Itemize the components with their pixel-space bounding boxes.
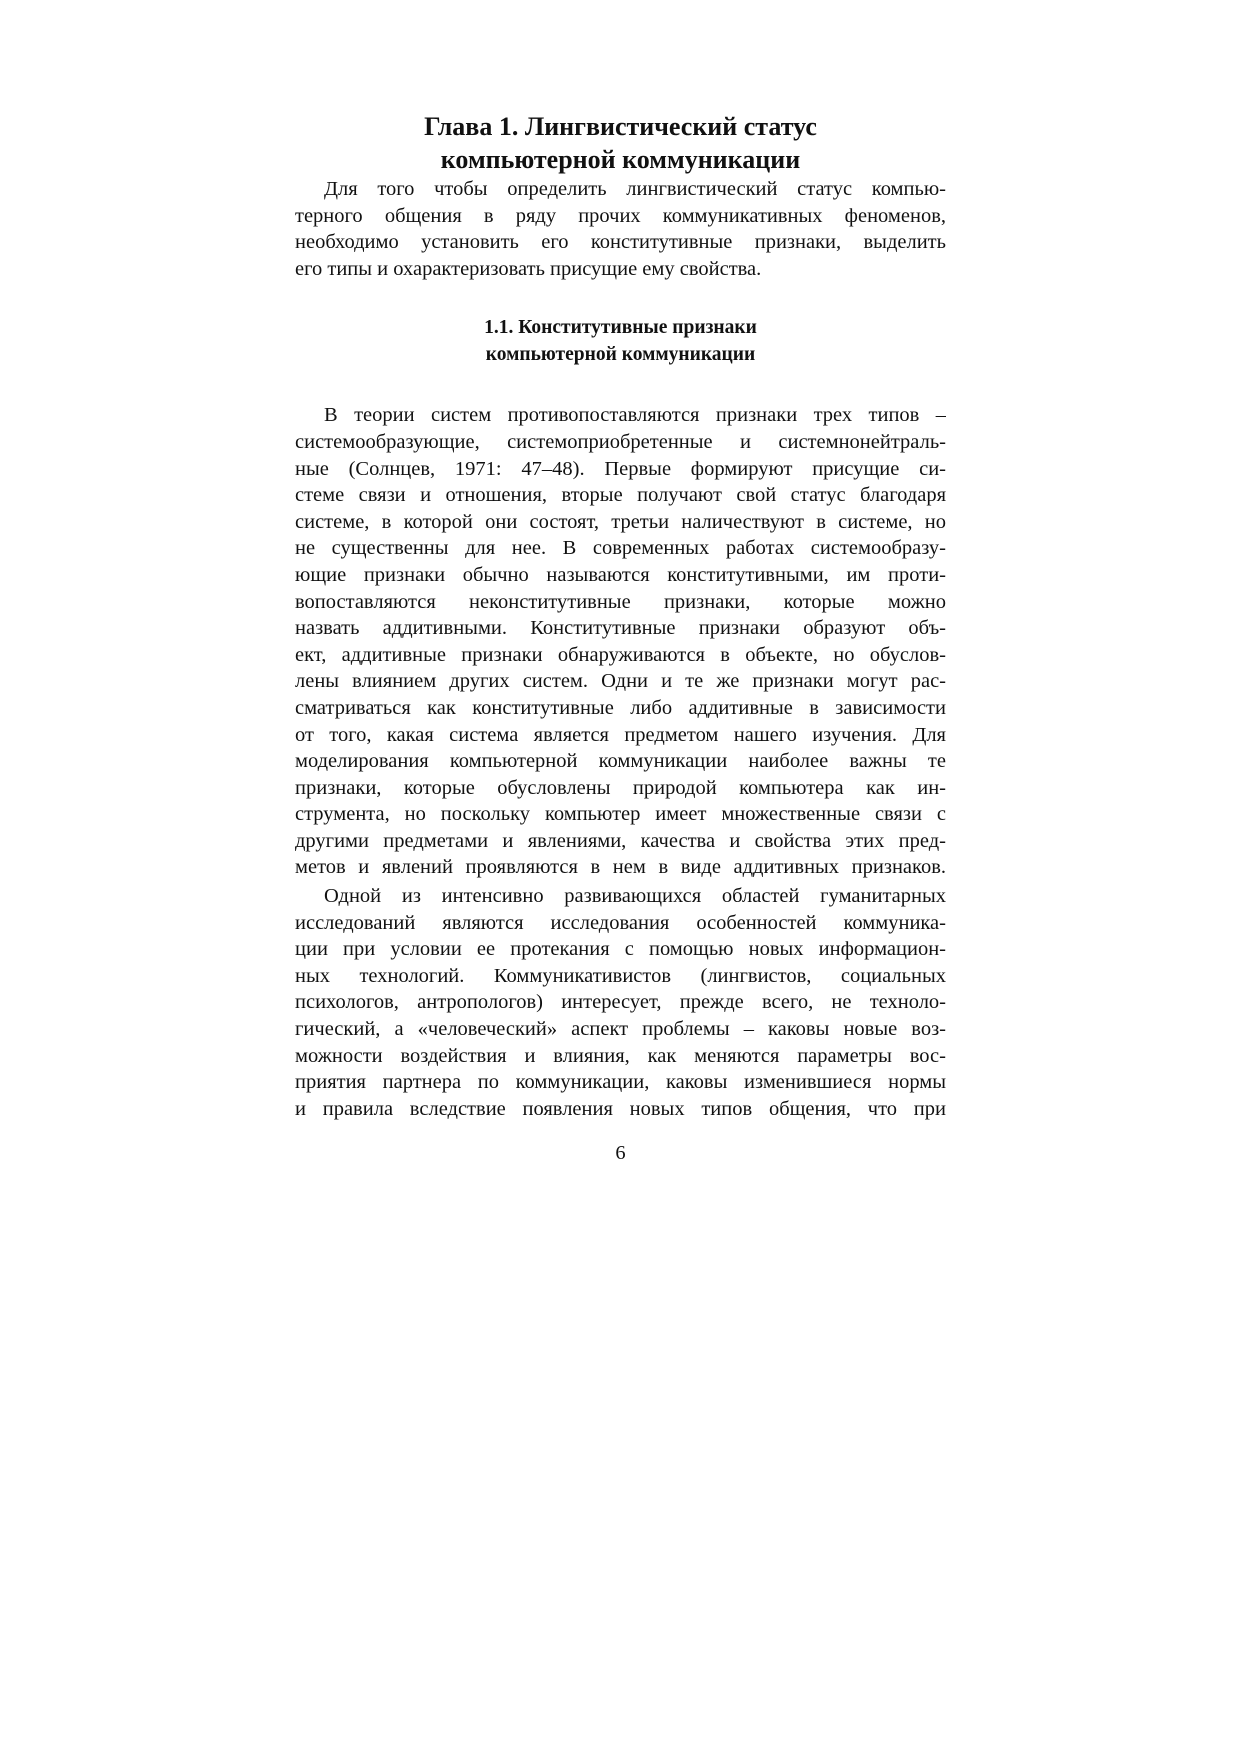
text-line: не существенны для нее. В современных работах системообразу- xyxy=(295,537,946,560)
text-line: струмента, но поскольку компьютер имеет множественные связи с xyxy=(295,803,946,826)
chapter-title-line: Глава 1. Лингвистический статус xyxy=(424,112,817,141)
text-line: лены влиянием других систем. Одни и те же признаки могут рас- xyxy=(295,670,946,693)
text-line: приятия партнера по коммуникации, каковы изменившиеся нормы xyxy=(295,1071,946,1094)
text-line: другими предметами и явлениями, качества и свойства этих пред- xyxy=(295,829,946,852)
text-line: системе, в которой они состоят, третьи наличествуют в системе, но xyxy=(295,510,946,533)
document-page xyxy=(295,110,946,1166)
text-line: стеме связи и отношения, вторые получают свой статус благодаря xyxy=(295,484,946,507)
text-line: ных технологий. Коммуникативистов (лингвистов, социальных xyxy=(295,964,946,987)
text-line: признаки, которые обусловлены природой компьютера как ин- xyxy=(295,776,946,799)
text-line: системообразующие, системоприобретенные и системнонейтраль- xyxy=(295,430,946,453)
text-line: сматриваться как конститутивные либо аддитивные в зависимости xyxy=(295,696,946,719)
text-line: метов и явлений проявляются в нем в виде аддитивных признаков. xyxy=(295,856,946,879)
text-line: В теории систем противопоставляются признаки трех типов – xyxy=(324,404,946,427)
body-paragraph xyxy=(295,883,946,1122)
text-line: назвать аддитивными. Конститутивные признаки образуют объ- xyxy=(295,617,946,640)
text-line: терного общения в ряду прочих коммуникативных феноменов, xyxy=(295,204,946,227)
text-line: его типы и охарактеризовать присущие ему свойства. xyxy=(295,257,762,280)
text-line: вопоставляются неконститутивные признаки, которые можно xyxy=(295,590,946,613)
text-line: психологов, антропологов) интересует, прежде всего, не техноло- xyxy=(295,991,946,1014)
body-paragraph xyxy=(295,402,946,881)
section-title-line: 1.1. Конститутивные признаки xyxy=(484,317,757,339)
page-number: 6 xyxy=(615,1142,626,1165)
chapter-title xyxy=(295,110,946,176)
text-line: исследований являются исследования особенностей коммуника- xyxy=(295,911,946,934)
intro-paragraph xyxy=(295,176,946,282)
text-line: от того, какая система является предметом нашего изучения. Для xyxy=(295,723,946,746)
text-line: Одной из интенсивно развивающихся областей гуманитарных xyxy=(324,885,946,908)
section-title xyxy=(295,314,946,368)
text-line: моделирования компьютерной коммуникации наиболее важны те xyxy=(295,750,946,773)
chapter-title-line: компьютерной коммуникации xyxy=(440,145,801,174)
text-line: ект, аддитивные признаки обнаруживаются в объекте, но обуслов- xyxy=(295,643,946,666)
text-line: необходимо установить его конститутивные признаки, выделить xyxy=(295,231,946,254)
text-line: Для того чтобы определить лингвистический статус компью- xyxy=(324,178,946,200)
text-line: ющие признаки обычно называются конститутивными, им проти- xyxy=(295,563,946,586)
text-line: ные (Солнцев, 1971: 47–48). Первые формируют присущие си- xyxy=(295,457,946,480)
text-line: гический, а «человеческий» аспект проблемы – каковы новые воз- xyxy=(295,1018,946,1041)
text-line: можности воздействия и влияния, как меняются параметры вос- xyxy=(295,1044,946,1067)
section-body xyxy=(295,402,946,1122)
text-line: ции при условии ее протекания с помощью новых информацион- xyxy=(295,938,946,961)
section-title-line: компьютерной коммуникации xyxy=(485,344,756,366)
text-line: и правила вследствие появления новых типов общения, что при xyxy=(295,1097,946,1120)
